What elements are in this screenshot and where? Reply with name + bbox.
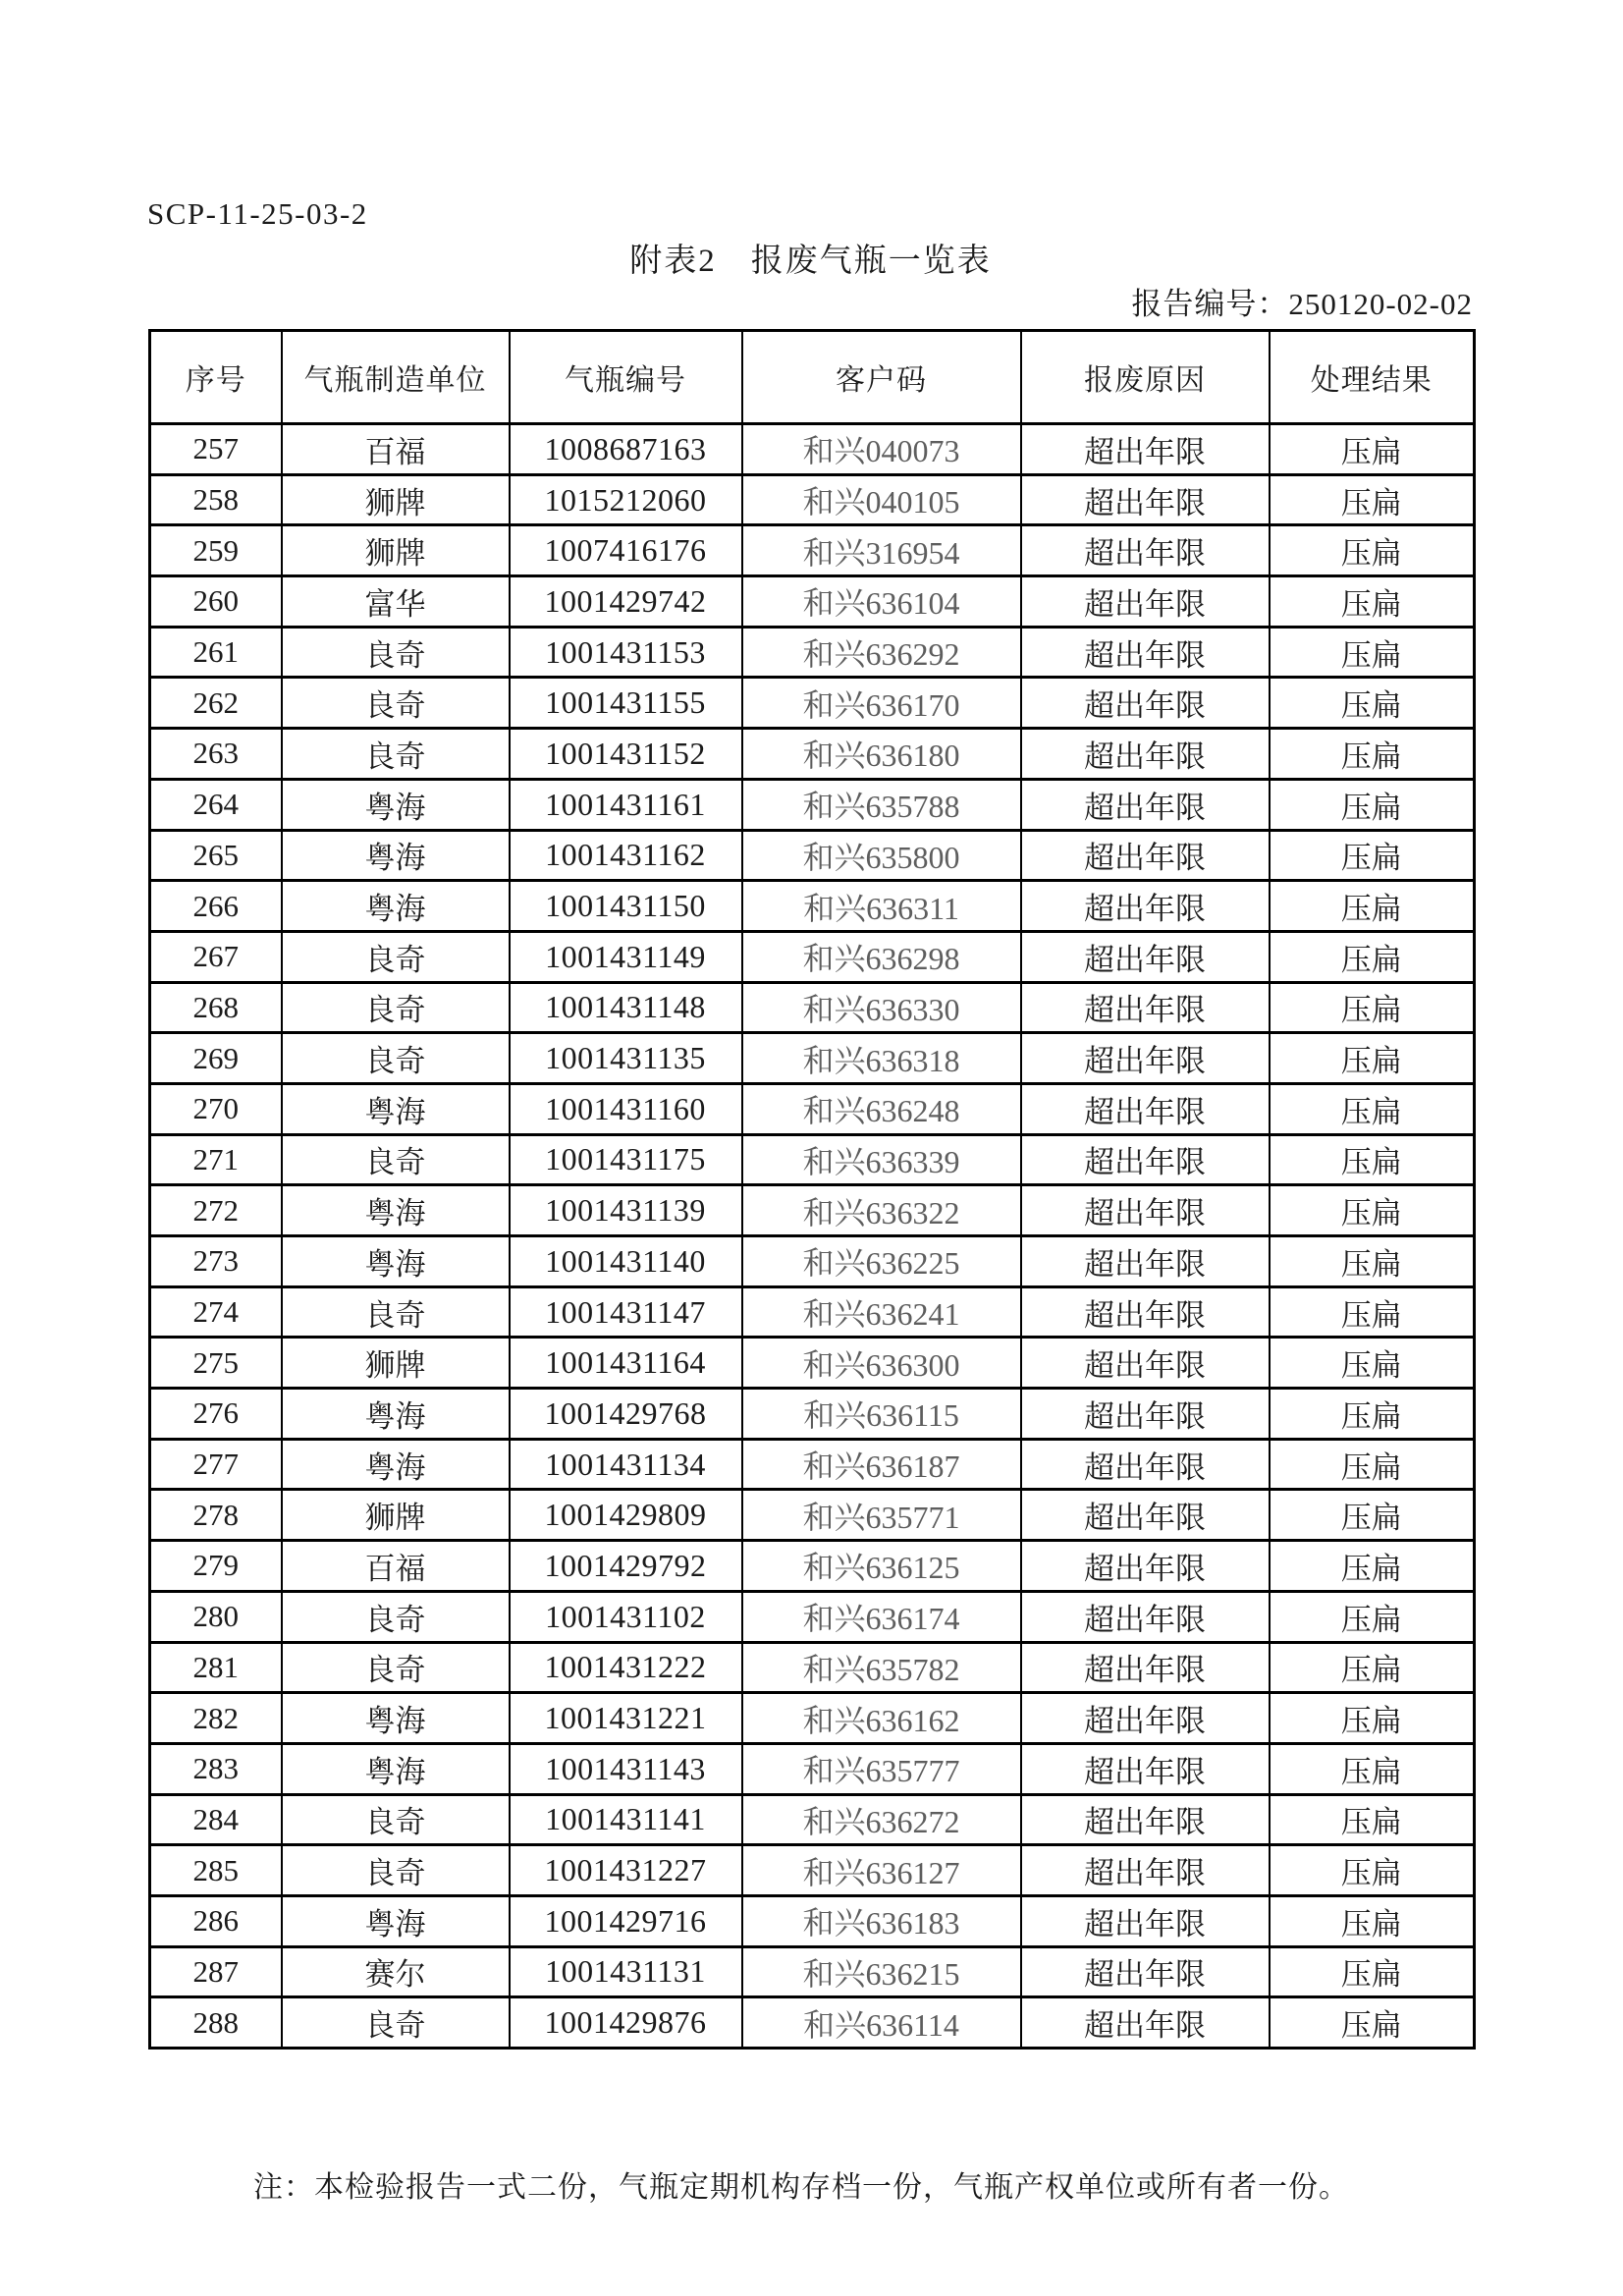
cell-scrap-reason: 超出年限	[1021, 1439, 1270, 1490]
cell-cylinder-no: 1008687163	[510, 424, 742, 475]
cell-manufacturer: 赛尔	[282, 1946, 510, 1997]
cell-cylinder-no: 1001431222	[510, 1642, 742, 1693]
cell-cylinder-no: 1001429742	[510, 576, 742, 628]
cell-seq: 264	[150, 779, 282, 830]
col-header-customer-code: 客户码	[742, 331, 1021, 424]
cell-scrap-reason: 超出年限	[1021, 1743, 1270, 1794]
table-row	[150, 779, 1475, 830]
table-row	[150, 1642, 1475, 1693]
cell-result: 压扁	[1270, 1389, 1475, 1440]
cell-scrap-reason: 超出年限	[1021, 1083, 1270, 1134]
cell-cylinder-no: 1001431143	[510, 1743, 742, 1794]
cell-scrap-reason: 超出年限	[1021, 1845, 1270, 1896]
cell-cylinder-no: 1015212060	[510, 474, 742, 525]
cell-result: 压扁	[1270, 474, 1475, 525]
cell-result: 压扁	[1270, 1997, 1475, 2049]
cell-cylinder-no: 1001431148	[510, 982, 742, 1033]
cell-customer-code: 和兴636330	[742, 982, 1021, 1033]
cell-manufacturer: 良奇	[282, 1286, 510, 1338]
cell-seq: 260	[150, 576, 282, 628]
cell-cylinder-no: 1001431102	[510, 1591, 742, 1642]
cell-scrap-reason: 超出年限	[1021, 1541, 1270, 1592]
cell-result: 压扁	[1270, 1946, 1475, 1997]
cell-scrap-reason: 超出年限	[1021, 678, 1270, 729]
table-row	[150, 1439, 1475, 1490]
cell-scrap-reason: 超出年限	[1021, 627, 1270, 678]
cell-customer-code: 和兴636180	[742, 729, 1021, 780]
table-row	[150, 627, 1475, 678]
cell-customer-code: 和兴636248	[742, 1083, 1021, 1134]
cell-result: 压扁	[1270, 1490, 1475, 1541]
cell-manufacturer: 粤海	[282, 1743, 510, 1794]
cell-manufacturer: 良奇	[282, 1642, 510, 1693]
col-header-manufacturer: 气瓶制造单位	[282, 331, 510, 424]
table-body	[150, 424, 1475, 2049]
cell-scrap-reason: 超出年限	[1021, 1895, 1270, 1946]
cell-customer-code: 和兴635771	[742, 1490, 1021, 1541]
cell-scrap-reason: 超出年限	[1021, 1693, 1270, 1744]
cell-seq: 259	[150, 525, 282, 576]
cell-scrap-reason: 超出年限	[1021, 982, 1270, 1033]
cell-customer-code: 和兴040073	[742, 424, 1021, 475]
document-code: SCP-11-25-03-2	[147, 196, 368, 231]
cell-seq: 265	[150, 830, 282, 881]
cell-manufacturer: 粤海	[282, 1389, 510, 1440]
table-row	[150, 1033, 1475, 1084]
cell-manufacturer: 百福	[282, 424, 510, 475]
cell-scrap-reason: 超出年限	[1021, 1236, 1270, 1287]
cell-seq: 274	[150, 1286, 282, 1338]
table-row	[150, 1997, 1475, 2049]
cell-result: 压扁	[1270, 1236, 1475, 1287]
cell-customer-code: 和兴635777	[742, 1743, 1021, 1794]
table-header	[150, 331, 1475, 424]
cell-result: 压扁	[1270, 1185, 1475, 1236]
cell-result: 压扁	[1270, 982, 1475, 1033]
cell-customer-code: 和兴636162	[742, 1693, 1021, 1744]
table-row	[150, 1946, 1475, 1997]
cell-cylinder-no: 1001431139	[510, 1185, 742, 1236]
cell-seq: 266	[150, 881, 282, 932]
table-row	[150, 729, 1475, 780]
cell-manufacturer: 良奇	[282, 982, 510, 1033]
table-row	[150, 830, 1475, 881]
cell-seq: 269	[150, 1033, 282, 1084]
cell-manufacturer: 良奇	[282, 1794, 510, 1845]
cell-seq: 262	[150, 678, 282, 729]
cell-customer-code: 和兴636104	[742, 576, 1021, 628]
table-row	[150, 1591, 1475, 1642]
table-row	[150, 1541, 1475, 1592]
cell-cylinder-no: 1001429876	[510, 1997, 742, 2049]
cell-manufacturer: 粤海	[282, 1895, 510, 1946]
cell-customer-code: 和兴636174	[742, 1591, 1021, 1642]
cell-scrap-reason: 超出年限	[1021, 1185, 1270, 1236]
cell-scrap-reason: 超出年限	[1021, 1946, 1270, 1997]
col-header-scrap-reason: 报废原因	[1021, 331, 1270, 424]
cell-result: 压扁	[1270, 1845, 1475, 1896]
report-number: 报告编号：250120-02-02	[1131, 287, 1473, 321]
cell-manufacturer: 狮牌	[282, 474, 510, 525]
page-title: 附表2 报废气瓶一览表	[629, 244, 992, 279]
cell-scrap-reason: 超出年限	[1021, 830, 1270, 881]
cell-seq: 288	[150, 1997, 282, 2049]
table-row	[150, 474, 1475, 525]
cell-scrap-reason: 超出年限	[1021, 1490, 1270, 1541]
cell-cylinder-no: 1007416176	[510, 525, 742, 576]
cell-cylinder-no: 1001431161	[510, 779, 742, 830]
cell-customer-code: 和兴636339	[742, 1134, 1021, 1185]
cell-seq: 278	[150, 1490, 282, 1541]
cell-seq: 261	[150, 627, 282, 678]
cell-result: 压扁	[1270, 1134, 1475, 1185]
cell-cylinder-no: 1001429792	[510, 1541, 742, 1592]
cell-scrap-reason: 超出年限	[1021, 1134, 1270, 1185]
cell-manufacturer: 粤海	[282, 881, 510, 932]
cell-customer-code: 和兴636322	[742, 1185, 1021, 1236]
table-row	[150, 881, 1475, 932]
cell-result: 压扁	[1270, 678, 1475, 729]
cell-manufacturer: 良奇	[282, 678, 510, 729]
cell-manufacturer: 良奇	[282, 931, 510, 982]
col-header-cylinder-no: 气瓶编号	[510, 331, 742, 424]
cell-result: 压扁	[1270, 729, 1475, 780]
cell-scrap-reason: 超出年限	[1021, 729, 1270, 780]
cell-scrap-reason: 超出年限	[1021, 1997, 1270, 2049]
cell-seq: 271	[150, 1134, 282, 1185]
cell-scrap-reason: 超出年限	[1021, 1338, 1270, 1389]
cell-customer-code: 和兴636225	[742, 1236, 1021, 1287]
cell-manufacturer: 百福	[282, 1541, 510, 1592]
cell-customer-code: 和兴635788	[742, 779, 1021, 830]
cell-cylinder-no: 1001431135	[510, 1033, 742, 1084]
table-row	[150, 576, 1475, 628]
cell-manufacturer: 粤海	[282, 779, 510, 830]
cell-cylinder-no: 1001431227	[510, 1845, 742, 1896]
table-row	[150, 1743, 1475, 1794]
cell-cylinder-no: 1001429768	[510, 1389, 742, 1440]
cell-customer-code: 和兴636114	[742, 1997, 1021, 2049]
cell-scrap-reason: 超出年限	[1021, 1794, 1270, 1845]
cell-manufacturer: 粤海	[282, 1083, 510, 1134]
table-row	[150, 1490, 1475, 1541]
cell-seq: 257	[150, 424, 282, 475]
cell-customer-code: 和兴636170	[742, 678, 1021, 729]
cell-cylinder-no: 1001429809	[510, 1490, 742, 1541]
cell-customer-code: 和兴636215	[742, 1946, 1021, 1997]
cell-manufacturer: 良奇	[282, 1134, 510, 1185]
cell-cylinder-no: 1001431162	[510, 830, 742, 881]
table-row	[150, 1286, 1475, 1338]
table-row	[150, 1389, 1475, 1440]
cell-seq: 263	[150, 729, 282, 780]
cell-scrap-reason: 超出年限	[1021, 576, 1270, 628]
cell-cylinder-no: 1001431152	[510, 729, 742, 780]
cell-manufacturer: 良奇	[282, 729, 510, 780]
table-row	[150, 1083, 1475, 1134]
cell-scrap-reason: 超出年限	[1021, 1591, 1270, 1642]
cell-scrap-reason: 超出年限	[1021, 1286, 1270, 1338]
cell-scrap-reason: 超出年限	[1021, 525, 1270, 576]
cell-result: 压扁	[1270, 1895, 1475, 1946]
cell-result: 压扁	[1270, 1083, 1475, 1134]
cell-customer-code: 和兴635782	[742, 1642, 1021, 1693]
cell-scrap-reason: 超出年限	[1021, 474, 1270, 525]
cell-cylinder-no: 1001431153	[510, 627, 742, 678]
cell-result: 压扁	[1270, 1693, 1475, 1744]
cell-result: 压扁	[1270, 1439, 1475, 1490]
cell-seq: 268	[150, 982, 282, 1033]
cell-customer-code: 和兴636298	[742, 931, 1021, 982]
cell-result: 压扁	[1270, 424, 1475, 475]
cell-cylinder-no: 1001431134	[510, 1439, 742, 1490]
cell-scrap-reason: 超出年限	[1021, 881, 1270, 932]
cell-manufacturer: 良奇	[282, 1997, 510, 2049]
cell-customer-code: 和兴636187	[742, 1439, 1021, 1490]
table-row	[150, 1693, 1475, 1744]
cell-result: 压扁	[1270, 1338, 1475, 1389]
cell-manufacturer: 粤海	[282, 1185, 510, 1236]
cell-seq: 276	[150, 1389, 282, 1440]
cell-scrap-reason: 超出年限	[1021, 424, 1270, 475]
cell-customer-code: 和兴636300	[742, 1338, 1021, 1389]
cell-cylinder-no: 1001431150	[510, 881, 742, 932]
cell-cylinder-no: 1001431147	[510, 1286, 742, 1338]
cell-cylinder-no: 1001431149	[510, 931, 742, 982]
cell-manufacturer: 狮牌	[282, 1490, 510, 1541]
cell-cylinder-no: 1001431141	[510, 1794, 742, 1845]
cell-seq: 258	[150, 474, 282, 525]
cell-scrap-reason: 超出年限	[1021, 1389, 1270, 1440]
cell-cylinder-no: 1001431140	[510, 1236, 742, 1287]
cell-scrap-reason: 超出年限	[1021, 931, 1270, 982]
cell-result: 压扁	[1270, 1033, 1475, 1084]
cell-manufacturer: 粤海	[282, 1693, 510, 1744]
cell-customer-code: 和兴636241	[742, 1286, 1021, 1338]
cell-seq: 272	[150, 1185, 282, 1236]
cell-scrap-reason: 超出年限	[1021, 779, 1270, 830]
cell-manufacturer: 良奇	[282, 1591, 510, 1642]
cell-seq: 282	[150, 1693, 282, 1744]
cell-scrap-reason: 超出年限	[1021, 1642, 1270, 1693]
cell-customer-code: 和兴636318	[742, 1033, 1021, 1084]
cell-customer-code: 和兴636272	[742, 1794, 1021, 1845]
footer-note: 注：本检验报告一式二份，气瓶定期机构存档一份，气瓶产权单位或所有者一份。	[253, 2171, 1349, 2204]
cell-result: 压扁	[1270, 881, 1475, 932]
scrapped-cylinder-table	[148, 329, 1476, 2050]
cell-seq: 281	[150, 1642, 282, 1693]
cell-seq: 279	[150, 1541, 282, 1592]
cell-seq: 283	[150, 1743, 282, 1794]
cell-customer-code: 和兴636125	[742, 1541, 1021, 1592]
cell-result: 压扁	[1270, 1794, 1475, 1845]
table-row	[150, 424, 1475, 475]
cell-seq: 280	[150, 1591, 282, 1642]
table-row	[150, 1134, 1475, 1185]
table-row	[150, 1185, 1475, 1236]
cell-customer-code: 和兴040105	[742, 474, 1021, 525]
table-row	[150, 1845, 1475, 1896]
cell-result: 压扁	[1270, 1541, 1475, 1592]
cell-result: 压扁	[1270, 525, 1475, 576]
cell-customer-code: 和兴636127	[742, 1845, 1021, 1896]
table-row	[150, 982, 1475, 1033]
cell-seq: 270	[150, 1083, 282, 1134]
cell-result: 压扁	[1270, 779, 1475, 830]
cell-seq: 275	[150, 1338, 282, 1389]
cell-result: 压扁	[1270, 1743, 1475, 1794]
cell-customer-code: 和兴316954	[742, 525, 1021, 576]
col-header-result: 处理结果	[1270, 331, 1475, 424]
cell-manufacturer: 狮牌	[282, 1338, 510, 1389]
cell-cylinder-no: 1001431175	[510, 1134, 742, 1185]
cell-seq: 285	[150, 1845, 282, 1896]
cell-cylinder-no: 1001431155	[510, 678, 742, 729]
col-header-seq: 序号	[150, 331, 282, 424]
cell-result: 压扁	[1270, 627, 1475, 678]
cell-manufacturer: 狮牌	[282, 525, 510, 576]
table-row	[150, 1794, 1475, 1845]
cell-seq: 286	[150, 1895, 282, 1946]
cell-seq: 284	[150, 1794, 282, 1845]
cell-manufacturer: 富华	[282, 576, 510, 628]
table-row	[150, 1338, 1475, 1389]
cell-result: 压扁	[1270, 576, 1475, 628]
table-header-row	[150, 331, 1475, 424]
cell-seq: 277	[150, 1439, 282, 1490]
table-row	[150, 931, 1475, 982]
cell-cylinder-no: 1001431221	[510, 1693, 742, 1744]
cell-customer-code: 和兴636311	[742, 881, 1021, 932]
cell-scrap-reason: 超出年限	[1021, 1033, 1270, 1084]
cell-manufacturer: 良奇	[282, 627, 510, 678]
table-row	[150, 1895, 1475, 1946]
cell-seq: 287	[150, 1946, 282, 1997]
cell-seq: 273	[150, 1236, 282, 1287]
table-row	[150, 525, 1475, 576]
cell-cylinder-no: 1001431131	[510, 1946, 742, 1997]
cell-result: 压扁	[1270, 830, 1475, 881]
cell-manufacturer: 粤海	[282, 830, 510, 881]
cell-manufacturer: 粤海	[282, 1236, 510, 1287]
cell-manufacturer: 粤海	[282, 1439, 510, 1490]
cell-cylinder-no: 1001429716	[510, 1895, 742, 1946]
cell-cylinder-no: 1001431164	[510, 1338, 742, 1389]
cell-seq: 267	[150, 931, 282, 982]
table-row	[150, 678, 1475, 729]
cell-cylinder-no: 1001431160	[510, 1083, 742, 1134]
cell-customer-code: 和兴635800	[742, 830, 1021, 881]
cell-customer-code: 和兴636292	[742, 627, 1021, 678]
cell-result: 压扁	[1270, 1286, 1475, 1338]
cell-result: 压扁	[1270, 931, 1475, 982]
cell-result: 压扁	[1270, 1591, 1475, 1642]
cell-manufacturer: 良奇	[282, 1845, 510, 1896]
cell-manufacturer: 良奇	[282, 1033, 510, 1084]
cell-customer-code: 和兴636183	[742, 1895, 1021, 1946]
cell-customer-code: 和兴636115	[742, 1389, 1021, 1440]
table-row	[150, 1236, 1475, 1287]
cell-result: 压扁	[1270, 1642, 1475, 1693]
